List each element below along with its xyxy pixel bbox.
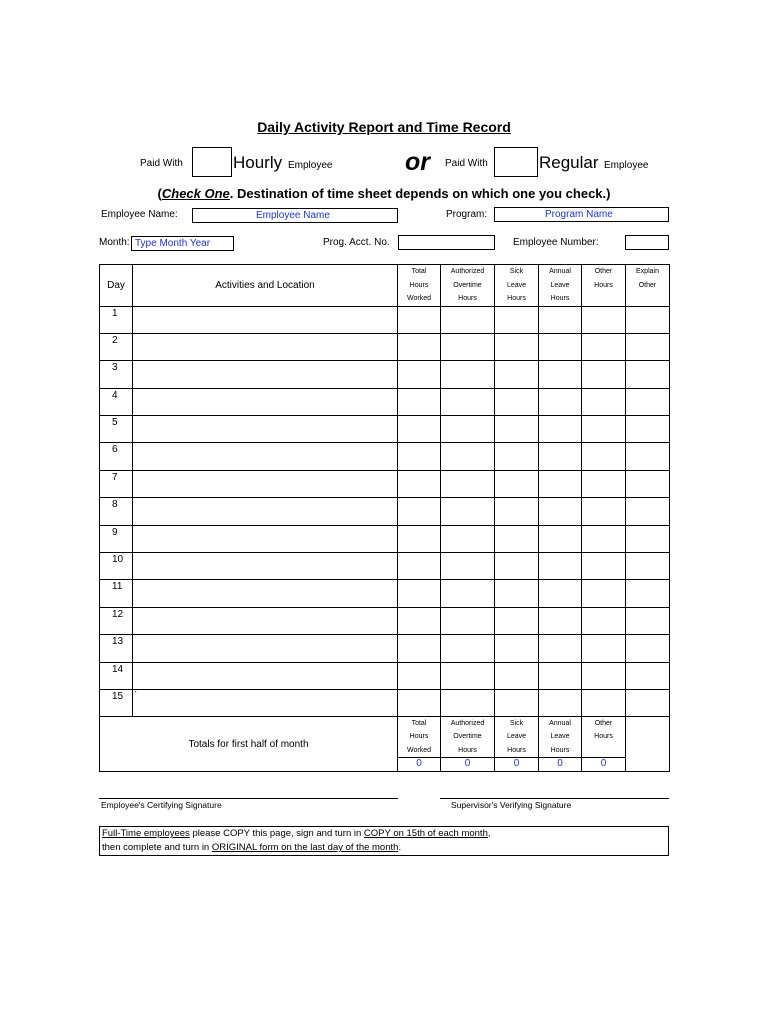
check-one-instruction: (Check One. Destination of time sheet depends on which one you check.) (157, 186, 611, 201)
table-row (100, 443, 670, 470)
regular-employee-suffix: Employee (604, 160, 649, 171)
totals-header-annual: Annual Leave Hours (539, 716, 582, 758)
other-hours-cell[interactable] (582, 607, 626, 634)
explain-other-cell[interactable] (626, 333, 670, 360)
sick-leave-cell[interactable] (495, 306, 539, 333)
total-hours-cell[interactable] (398, 361, 441, 388)
total-hours-value: 0 (398, 758, 441, 772)
annual-leave-cell[interactable] (539, 662, 582, 689)
explain-other-cell[interactable] (626, 635, 670, 662)
totals-header-row (100, 716, 670, 758)
activity-cell[interactable] (133, 470, 398, 497)
explain-other-cell[interactable] (626, 306, 670, 333)
annual-leave-cell[interactable] (539, 388, 582, 415)
program-field[interactable]: Program Name (494, 207, 669, 222)
table-header-row (100, 265, 670, 307)
day-number: 9 (100, 525, 133, 552)
activity-cell[interactable] (133, 388, 398, 415)
other-hours-value: 0 (582, 758, 626, 772)
instructions-note (99, 826, 669, 856)
table-row (100, 470, 670, 497)
employee-number-label: Employee Number: (513, 237, 599, 248)
day-number: 10 (100, 553, 133, 580)
note-line-1: Full-Time employees please COPY this page, sign and turn in COPY on 15th of each month, (102, 828, 491, 839)
sick-leave-cell[interactable] (495, 388, 539, 415)
annual-leave-cell[interactable] (539, 553, 582, 580)
activity-cell[interactable] (133, 662, 398, 689)
other-hours-cell[interactable] (582, 306, 626, 333)
page-title: Daily Activity Report and Time Record (257, 119, 511, 135)
overtime-cell[interactable] (441, 662, 495, 689)
activity-cell[interactable] (133, 361, 398, 388)
explain-other-cell[interactable] (626, 416, 670, 443)
overtime-cell[interactable] (441, 498, 495, 525)
annual-leave-cell[interactable] (539, 607, 582, 634)
sick-leave-cell[interactable] (495, 607, 539, 634)
table-row (100, 498, 670, 525)
activity-table (99, 264, 670, 772)
other-hours-cell[interactable] (582, 498, 626, 525)
header-other-hours: Other Hours (582, 265, 626, 307)
header-total-hours: Total Hours Worked (398, 265, 441, 307)
annual-leave-cell[interactable] (539, 443, 582, 470)
other-hours-cell[interactable] (582, 443, 626, 470)
overtime-cell[interactable] (441, 553, 495, 580)
check-one-emphasis: Check One (161, 186, 230, 201)
activity-cell[interactable] (133, 333, 398, 360)
header-activities: Activities and Location (133, 265, 398, 307)
activity-cell[interactable] (133, 525, 398, 552)
explain-other-cell[interactable] (626, 689, 670, 716)
totals-header-sick: Sick Leave Hours (495, 716, 539, 758)
other-hours-cell[interactable] (582, 580, 626, 607)
activity-cell[interactable] (133, 553, 398, 580)
overtime-cell[interactable] (441, 416, 495, 443)
explain-other-cell[interactable] (626, 662, 670, 689)
note-line-2: then complete and turn in ORIGINAL form on the last day of the month. (102, 842, 402, 853)
other-hours-cell[interactable] (582, 662, 626, 689)
total-hours-cell[interactable] (398, 388, 441, 415)
total-hours-cell[interactable] (398, 470, 441, 497)
explain-other-cell[interactable] (626, 525, 670, 552)
hourly-label: Hourly (233, 153, 283, 172)
totals-header-total: Total Hours Worked (398, 716, 441, 758)
other-hours-cell[interactable] (582, 388, 626, 415)
total-hours-cell[interactable] (398, 498, 441, 525)
total-hours-cell[interactable] (398, 443, 441, 470)
totals-header-overtime: Authorized Overtime Hours (441, 716, 495, 758)
or-text: or (405, 148, 430, 176)
total-hours-cell[interactable] (398, 525, 441, 552)
regular-label: Regular (539, 153, 599, 172)
day-number: 14 (100, 662, 133, 689)
annual-leave-cell[interactable] (539, 306, 582, 333)
program-label: Program: (446, 209, 488, 220)
other-hours-cell[interactable] (582, 361, 626, 388)
activity-cell[interactable] (133, 443, 398, 470)
sick-leave-value: 0 (495, 758, 539, 772)
employee-signature-line[interactable] (99, 798, 398, 799)
explain-other-cell[interactable] (626, 361, 670, 388)
sick-leave-cell[interactable] (495, 443, 539, 470)
other-hours-cell[interactable] (582, 470, 626, 497)
total-hours-cell[interactable] (398, 689, 441, 716)
table-row (100, 361, 670, 388)
explain-other-cell[interactable] (626, 470, 670, 497)
totals-header-other: Other Hours (582, 716, 626, 758)
annual-leave-cell[interactable] (539, 361, 582, 388)
employee-name-label: Employee Name: (101, 209, 178, 220)
overtime-cell[interactable] (441, 470, 495, 497)
totals-label: Totals for first half of month (100, 716, 398, 772)
month-label: Month: (99, 237, 130, 248)
annual-leave-cell[interactable] (539, 333, 582, 360)
sick-leave-cell[interactable] (495, 553, 539, 580)
annual-leave-cell[interactable] (539, 635, 582, 662)
day-number: 12 (100, 607, 133, 634)
sick-leave-cell[interactable] (495, 361, 539, 388)
day-number: 7 (100, 470, 133, 497)
table-row (100, 525, 670, 552)
total-hours-cell[interactable] (398, 306, 441, 333)
sick-leave-cell[interactable] (495, 689, 539, 716)
annual-leave-value: 0 (539, 758, 582, 772)
annual-leave-cell[interactable] (539, 580, 582, 607)
explain-other-cell[interactable] (626, 498, 670, 525)
sick-leave-cell[interactable] (495, 662, 539, 689)
other-hours-cell[interactable] (582, 689, 626, 716)
day-number: 4 (100, 388, 133, 415)
activity-cell[interactable] (133, 580, 398, 607)
explain-other-cell[interactable] (626, 388, 670, 415)
day-number: 2 (100, 333, 133, 360)
overtime-cell[interactable] (441, 333, 495, 360)
day-number: 5 (100, 416, 133, 443)
employee-signature-label: Employee's Certifying Signature (101, 800, 222, 810)
activity-cell[interactable] (133, 416, 398, 443)
header-explain-other: Explain Other (626, 265, 670, 307)
total-hours-cell[interactable] (398, 662, 441, 689)
day-number: 8 (100, 498, 133, 525)
activity-cell[interactable] (133, 607, 398, 634)
annual-leave-cell[interactable] (539, 498, 582, 525)
prog-acct-label: Prog. Acct. No. (323, 237, 390, 248)
day-number: 15 (100, 689, 133, 716)
total-hours-cell[interactable] (398, 635, 441, 662)
sick-leave-cell[interactable] (495, 470, 539, 497)
explain-other-cell[interactable] (626, 443, 670, 470)
table-row (100, 662, 670, 689)
overtime-value: 0 (441, 758, 495, 772)
paid-with-label-regular: Paid With (445, 158, 488, 169)
sick-leave-cell[interactable] (495, 333, 539, 360)
explain-other-cell[interactable] (626, 607, 670, 634)
overtime-cell[interactable] (441, 689, 495, 716)
overtime-cell[interactable] (441, 525, 495, 552)
day-number: 11 (100, 580, 133, 607)
other-hours-cell[interactable] (582, 635, 626, 662)
explain-other-cell[interactable] (626, 553, 670, 580)
overtime-cell[interactable] (441, 580, 495, 607)
other-hours-cell[interactable] (582, 553, 626, 580)
table-row (100, 580, 670, 607)
annual-leave-cell[interactable] (539, 416, 582, 443)
overtime-cell[interactable] (441, 388, 495, 415)
supervisor-signature-label: Supervisor's Verifying Signature (451, 800, 572, 810)
sick-leave-cell[interactable] (495, 498, 539, 525)
total-hours-cell[interactable] (398, 333, 441, 360)
header-overtime: Authorized Overtime Hours (441, 265, 495, 307)
employee-number-field[interactable] (625, 235, 669, 250)
table-row (100, 553, 670, 580)
total-hours-cell[interactable] (398, 416, 441, 443)
overtime-cell[interactable] (441, 361, 495, 388)
total-hours-cell[interactable] (398, 580, 441, 607)
sick-leave-cell[interactable] (495, 416, 539, 443)
total-hours-cell[interactable] (398, 553, 441, 580)
overtime-cell[interactable] (441, 306, 495, 333)
table-row (100, 635, 670, 662)
table-row (100, 333, 670, 360)
supervisor-signature-line[interactable] (440, 798, 669, 799)
regular-checkbox[interactable] (494, 147, 538, 177)
sick-leave-cell[interactable] (495, 525, 539, 552)
table-row (100, 689, 670, 716)
other-hours-cell[interactable] (582, 525, 626, 552)
overtime-cell[interactable] (441, 443, 495, 470)
overtime-cell[interactable] (441, 607, 495, 634)
table-row (100, 388, 670, 415)
sick-leave-cell[interactable] (495, 580, 539, 607)
overtime-cell[interactable] (441, 635, 495, 662)
activity-cell[interactable] (133, 306, 398, 333)
table-row (100, 607, 670, 634)
day-number: 3 (100, 361, 133, 388)
other-hours-cell[interactable] (582, 416, 626, 443)
paid-with-label-hourly: Paid With (140, 158, 183, 169)
total-hours-cell[interactable] (398, 607, 441, 634)
prog-acct-field[interactable] (398, 235, 495, 250)
annual-leave-cell[interactable] (539, 689, 582, 716)
header-day: Day (100, 265, 133, 307)
day-number: 1 (100, 306, 133, 333)
annual-leave-cell[interactable] (539, 470, 582, 497)
table-row (100, 416, 670, 443)
other-hours-cell[interactable] (582, 333, 626, 360)
month-field[interactable]: Type Month Year (131, 236, 234, 251)
header-annual-leave: Annual Leave Hours (539, 265, 582, 307)
annual-leave-cell[interactable] (539, 525, 582, 552)
table-row (100, 306, 670, 333)
hourly-employee-suffix: Employee (288, 160, 333, 171)
activity-cell[interactable]: ` (133, 689, 398, 716)
activity-cell[interactable] (133, 635, 398, 662)
hourly-checkbox[interactable] (192, 147, 232, 177)
activity-cell[interactable] (133, 498, 398, 525)
day-number: 6 (100, 443, 133, 470)
explain-other-cell[interactable] (626, 580, 670, 607)
totals-explain-blank (626, 716, 670, 772)
day-number: 13 (100, 635, 133, 662)
header-sick-leave: Sick Leave Hours (495, 265, 539, 307)
employee-name-field[interactable]: Employee Name (192, 208, 398, 223)
sick-leave-cell[interactable] (495, 635, 539, 662)
